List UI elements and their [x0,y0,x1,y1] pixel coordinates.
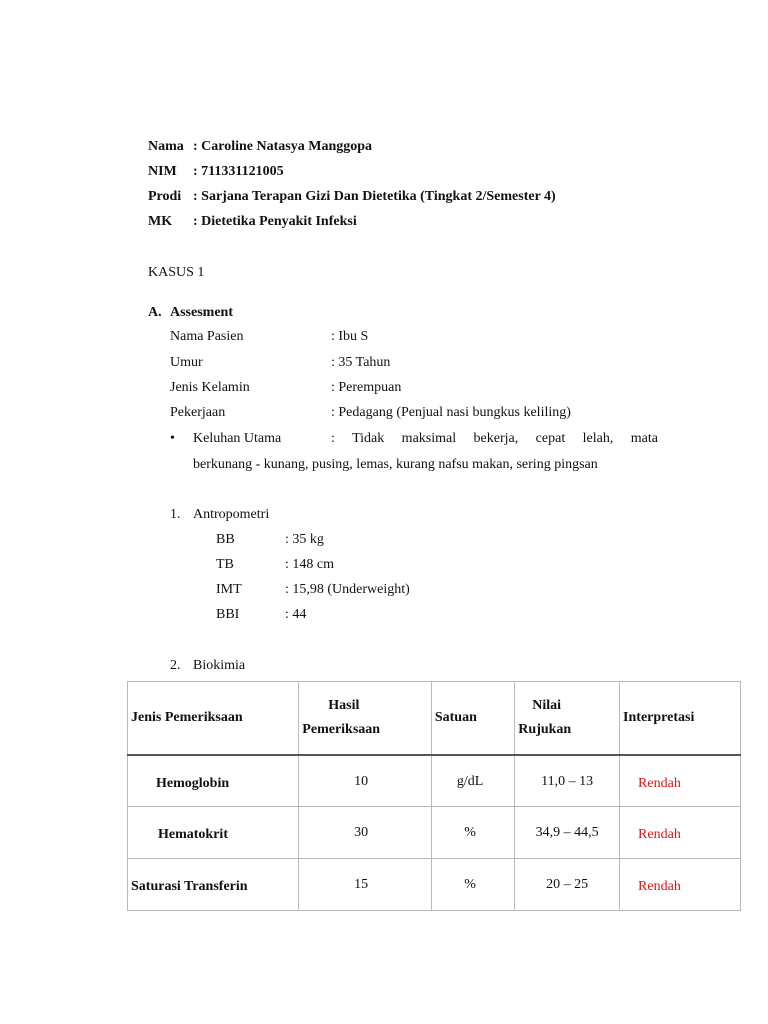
cell-rujukan: 34,9 – 44,5 [515,807,620,859]
cell-hasil: 30 [299,807,432,859]
anthro-label: BBI [216,607,240,622]
complaint-line-2: berkunang - kunang, pusing, lemas, kurang nafsu makan, sering pingsan [193,457,598,472]
anthro-label: BB [216,532,235,547]
bullet-icon: • [170,431,175,446]
biochem-title: Biokimia [193,658,246,673]
table-row [128,755,741,807]
field-value: : 35 Tahun [331,355,391,370]
case-title: KASUS 1 [148,265,205,280]
table-row [128,859,741,911]
prodi-value: : Sarjana Terapan Gizi Dan Dietetika (Tingkat 2/Semester 4) [193,189,556,204]
table-header-row [128,682,741,755]
header-hasil-line2: Pemeriksaan [302,721,381,737]
header-hasil [299,682,432,755]
cell-interpretasi: Rendah [620,859,741,911]
biochem-table [127,681,741,911]
complaint-label: Keluhan Utama [193,431,282,446]
header-hasil-line1: Hasil [328,697,360,713]
header-nilai-line2: Rujukan [518,721,572,737]
mk-label: MK [148,214,173,229]
anthro-value: : 35 kg [285,532,324,547]
cell-satuan: % [431,859,514,911]
cell-rujukan: 20 – 25 [515,859,620,911]
mk-value: : Dietetika Penyakit Infeksi [193,214,357,229]
table-row [128,807,741,859]
header-nilai [515,682,620,755]
anthropometry-number: 1. [170,507,181,522]
cell-interpretasi: Rendah [620,807,741,859]
field-value: : Ibu S [331,329,369,344]
field-label: Umur [170,355,203,370]
cell-jenis: Saturasi Transferin [128,859,299,911]
anthro-value: : 15,98 (Underweight) [285,582,410,597]
cell-interpretasi: Rendah [620,755,741,807]
cell-rujukan: 11,0 – 13 [515,755,620,807]
cell-jenis: Hemoglobin [128,755,299,807]
anthro-label: IMT [216,582,242,597]
cell-hasil: 10 [299,755,432,807]
cell-satuan: g/dL [431,755,514,807]
field-label: Jenis Kelamin [170,380,250,395]
nama-value: : Caroline Natasya Manggopa [193,139,373,154]
anthro-value: : 148 cm [285,557,334,572]
nim-label: NIM [148,164,177,179]
header-interpretasi: Interpretasi [620,682,741,755]
field-value: : Pedagang (Penjual nasi bungkus keliling) [331,405,571,420]
section-marker: A. [148,305,162,320]
biochem-number: 2. [170,658,181,673]
field-value: : Perempuan [331,380,402,395]
prodi-label: Prodi [148,189,182,204]
anthro-value: : 44 [285,607,307,622]
anthro-label: TB [216,557,234,572]
complaint-line-1: : Tidak maksimal bekerja, cepat lelah, mata [331,431,658,446]
cell-satuan: % [431,807,514,859]
header-jenis: Jenis Pemeriksaan [128,682,299,755]
field-label: Nama Pasien [170,329,244,344]
nim-value: : 711331121005 [193,164,284,179]
cell-hasil: 15 [299,859,432,911]
header-satuan: Satuan [431,682,514,755]
header-nilai-line1: Nilai [532,697,562,713]
cell-jenis: Hematokrit [128,807,299,859]
field-label: Pekerjaan [170,405,226,420]
nama-label: Nama [148,139,184,154]
section-title: Assesment [170,305,233,320]
anthropometry-title: Antropometri [193,507,270,522]
